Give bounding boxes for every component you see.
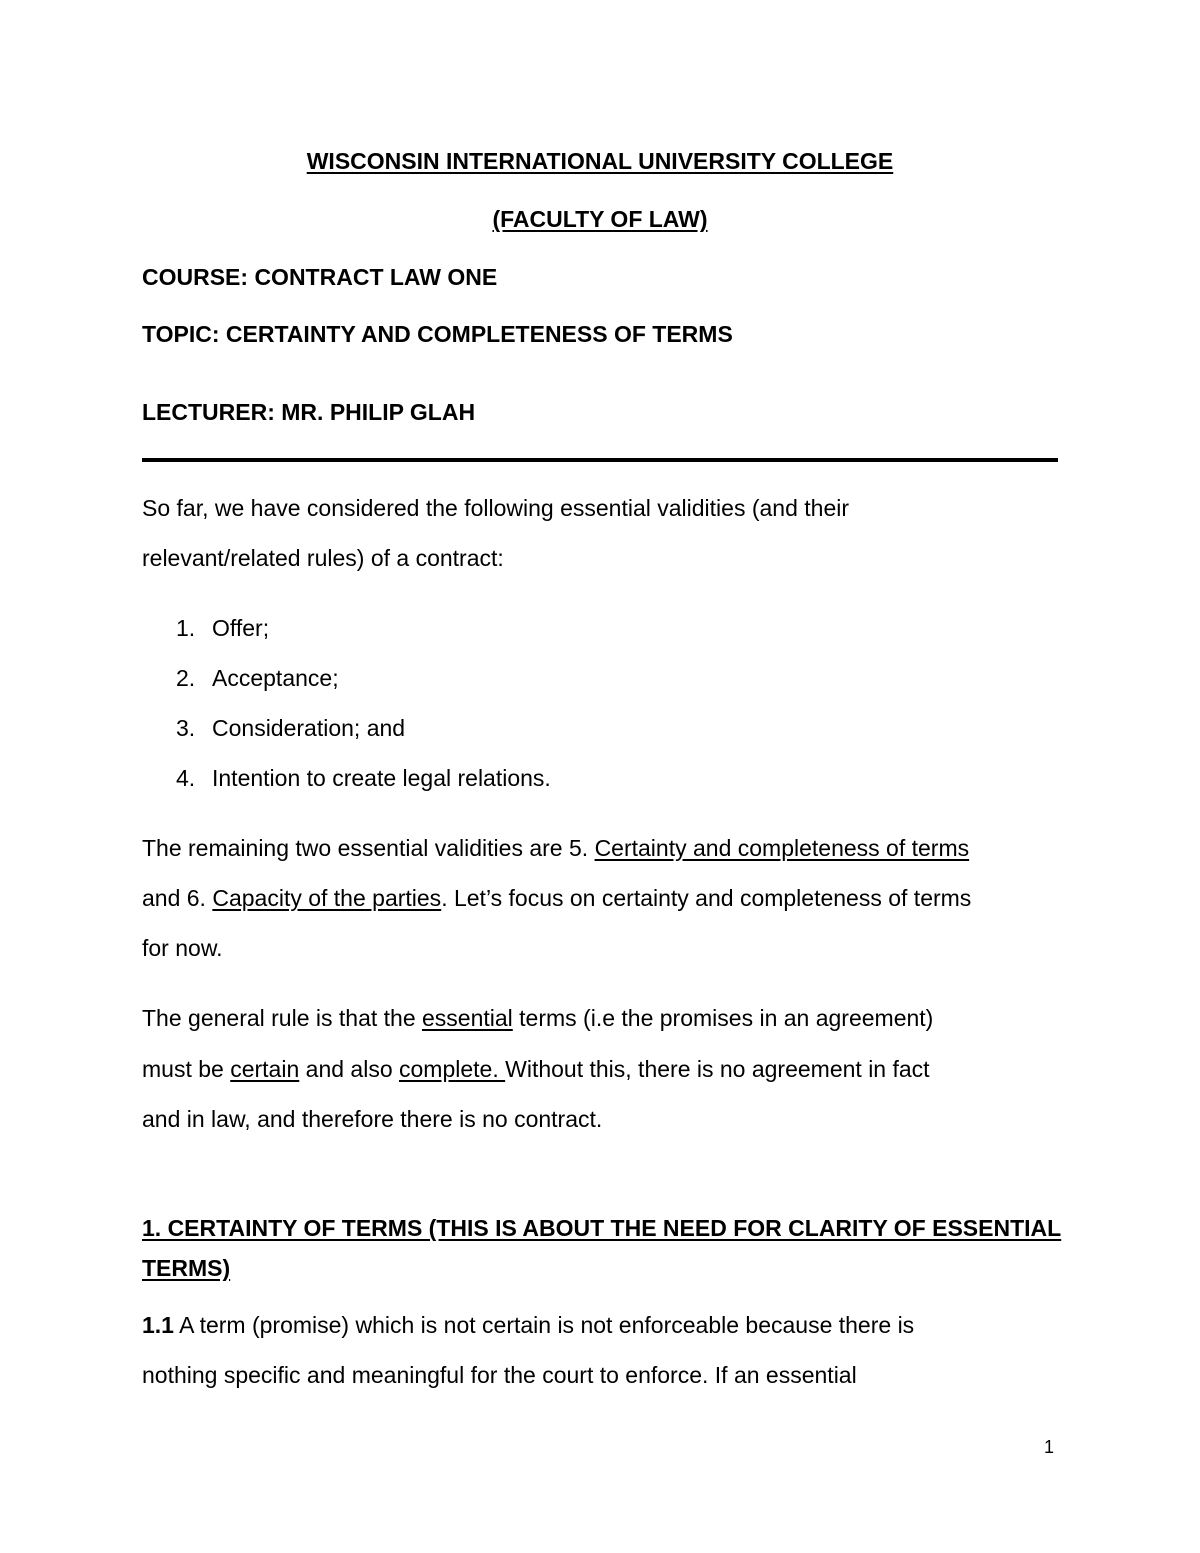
para2-line-1 bbox=[142, 834, 969, 862]
list-item: Acceptance; bbox=[212, 665, 339, 691]
page-number: 1 bbox=[1044, 1437, 1055, 1457]
list-item-number: 1. bbox=[176, 615, 196, 641]
para3-line-2 bbox=[142, 1055, 930, 1083]
paragraph-number: 1.1 bbox=[142, 1312, 174, 1338]
course-line: COURSE: CONTRACT LAW ONE bbox=[142, 264, 498, 290]
faculty-title: (FACULTY OF LAW) bbox=[492, 206, 708, 232]
para2-underlined-term: Capacity of the parties bbox=[212, 885, 442, 911]
para3-text: Without this, there is no agreement in fact bbox=[505, 1056, 930, 1082]
institution-title: WISCONSIN INTERNATIONAL UNIVERSITY COLLEGE bbox=[306, 148, 894, 174]
para3-text: The general rule is that the bbox=[142, 1005, 422, 1031]
para2-line-3: for now. bbox=[142, 935, 223, 961]
section-heading-line-1: 1. CERTAINTY OF TERMS (THIS IS ABOUT THE NEED FOR CLARITY OF ESSENTIAL bbox=[142, 1215, 1062, 1241]
para11-text: A term (promise) which is not certain is not enforceable because there is bbox=[173, 1312, 915, 1338]
para3-text: terms (i.e the promises in an agreement) bbox=[512, 1005, 934, 1031]
list-item: Offer; bbox=[212, 615, 270, 641]
list-item-number: 2. bbox=[176, 665, 196, 691]
list-item-number: 4. bbox=[176, 765, 196, 791]
list-item: Intention to create legal relations. bbox=[212, 765, 551, 791]
intro-line-1: So far, we have considered the following essential validities (and their bbox=[142, 495, 850, 521]
para11-line-2: nothing specific and meaningful for the court to enforce. If an essential bbox=[142, 1362, 857, 1388]
para2-text: The remaining two essential validities are 5. bbox=[142, 835, 595, 861]
header-divider bbox=[142, 458, 1058, 462]
para11-line-1 bbox=[142, 1311, 914, 1339]
para3-underlined-term: certain bbox=[230, 1056, 300, 1082]
para2-line-2 bbox=[142, 884, 971, 912]
list-item: Consideration; and bbox=[212, 715, 406, 741]
para2-underlined-term: Certainty and completeness of terms bbox=[594, 835, 970, 861]
para3-text: must be bbox=[142, 1056, 231, 1082]
list-item-number: 3. bbox=[176, 715, 196, 741]
para3-underlined-term: complete. bbox=[399, 1056, 506, 1082]
para3-text: and also bbox=[299, 1056, 400, 1082]
intro-line-2: relevant/related rules) of a contract: bbox=[142, 545, 504, 571]
para3-line-1 bbox=[142, 1004, 933, 1032]
topic-line: TOPIC: CERTAINTY AND COMPLETENESS OF TERMS bbox=[142, 321, 733, 347]
para3-line-3: and in law, and therefore there is no contract. bbox=[142, 1106, 603, 1132]
section-heading-line-2: TERMS) bbox=[142, 1255, 231, 1281]
para2-text: and 6. bbox=[142, 885, 213, 911]
para3-underlined-term: essential bbox=[422, 1005, 513, 1031]
lecturer-line: LECTURER: MR. PHILIP GLAH bbox=[142, 399, 476, 425]
para2-text: . Let’s focus on certainty and completeness of terms bbox=[441, 885, 972, 911]
